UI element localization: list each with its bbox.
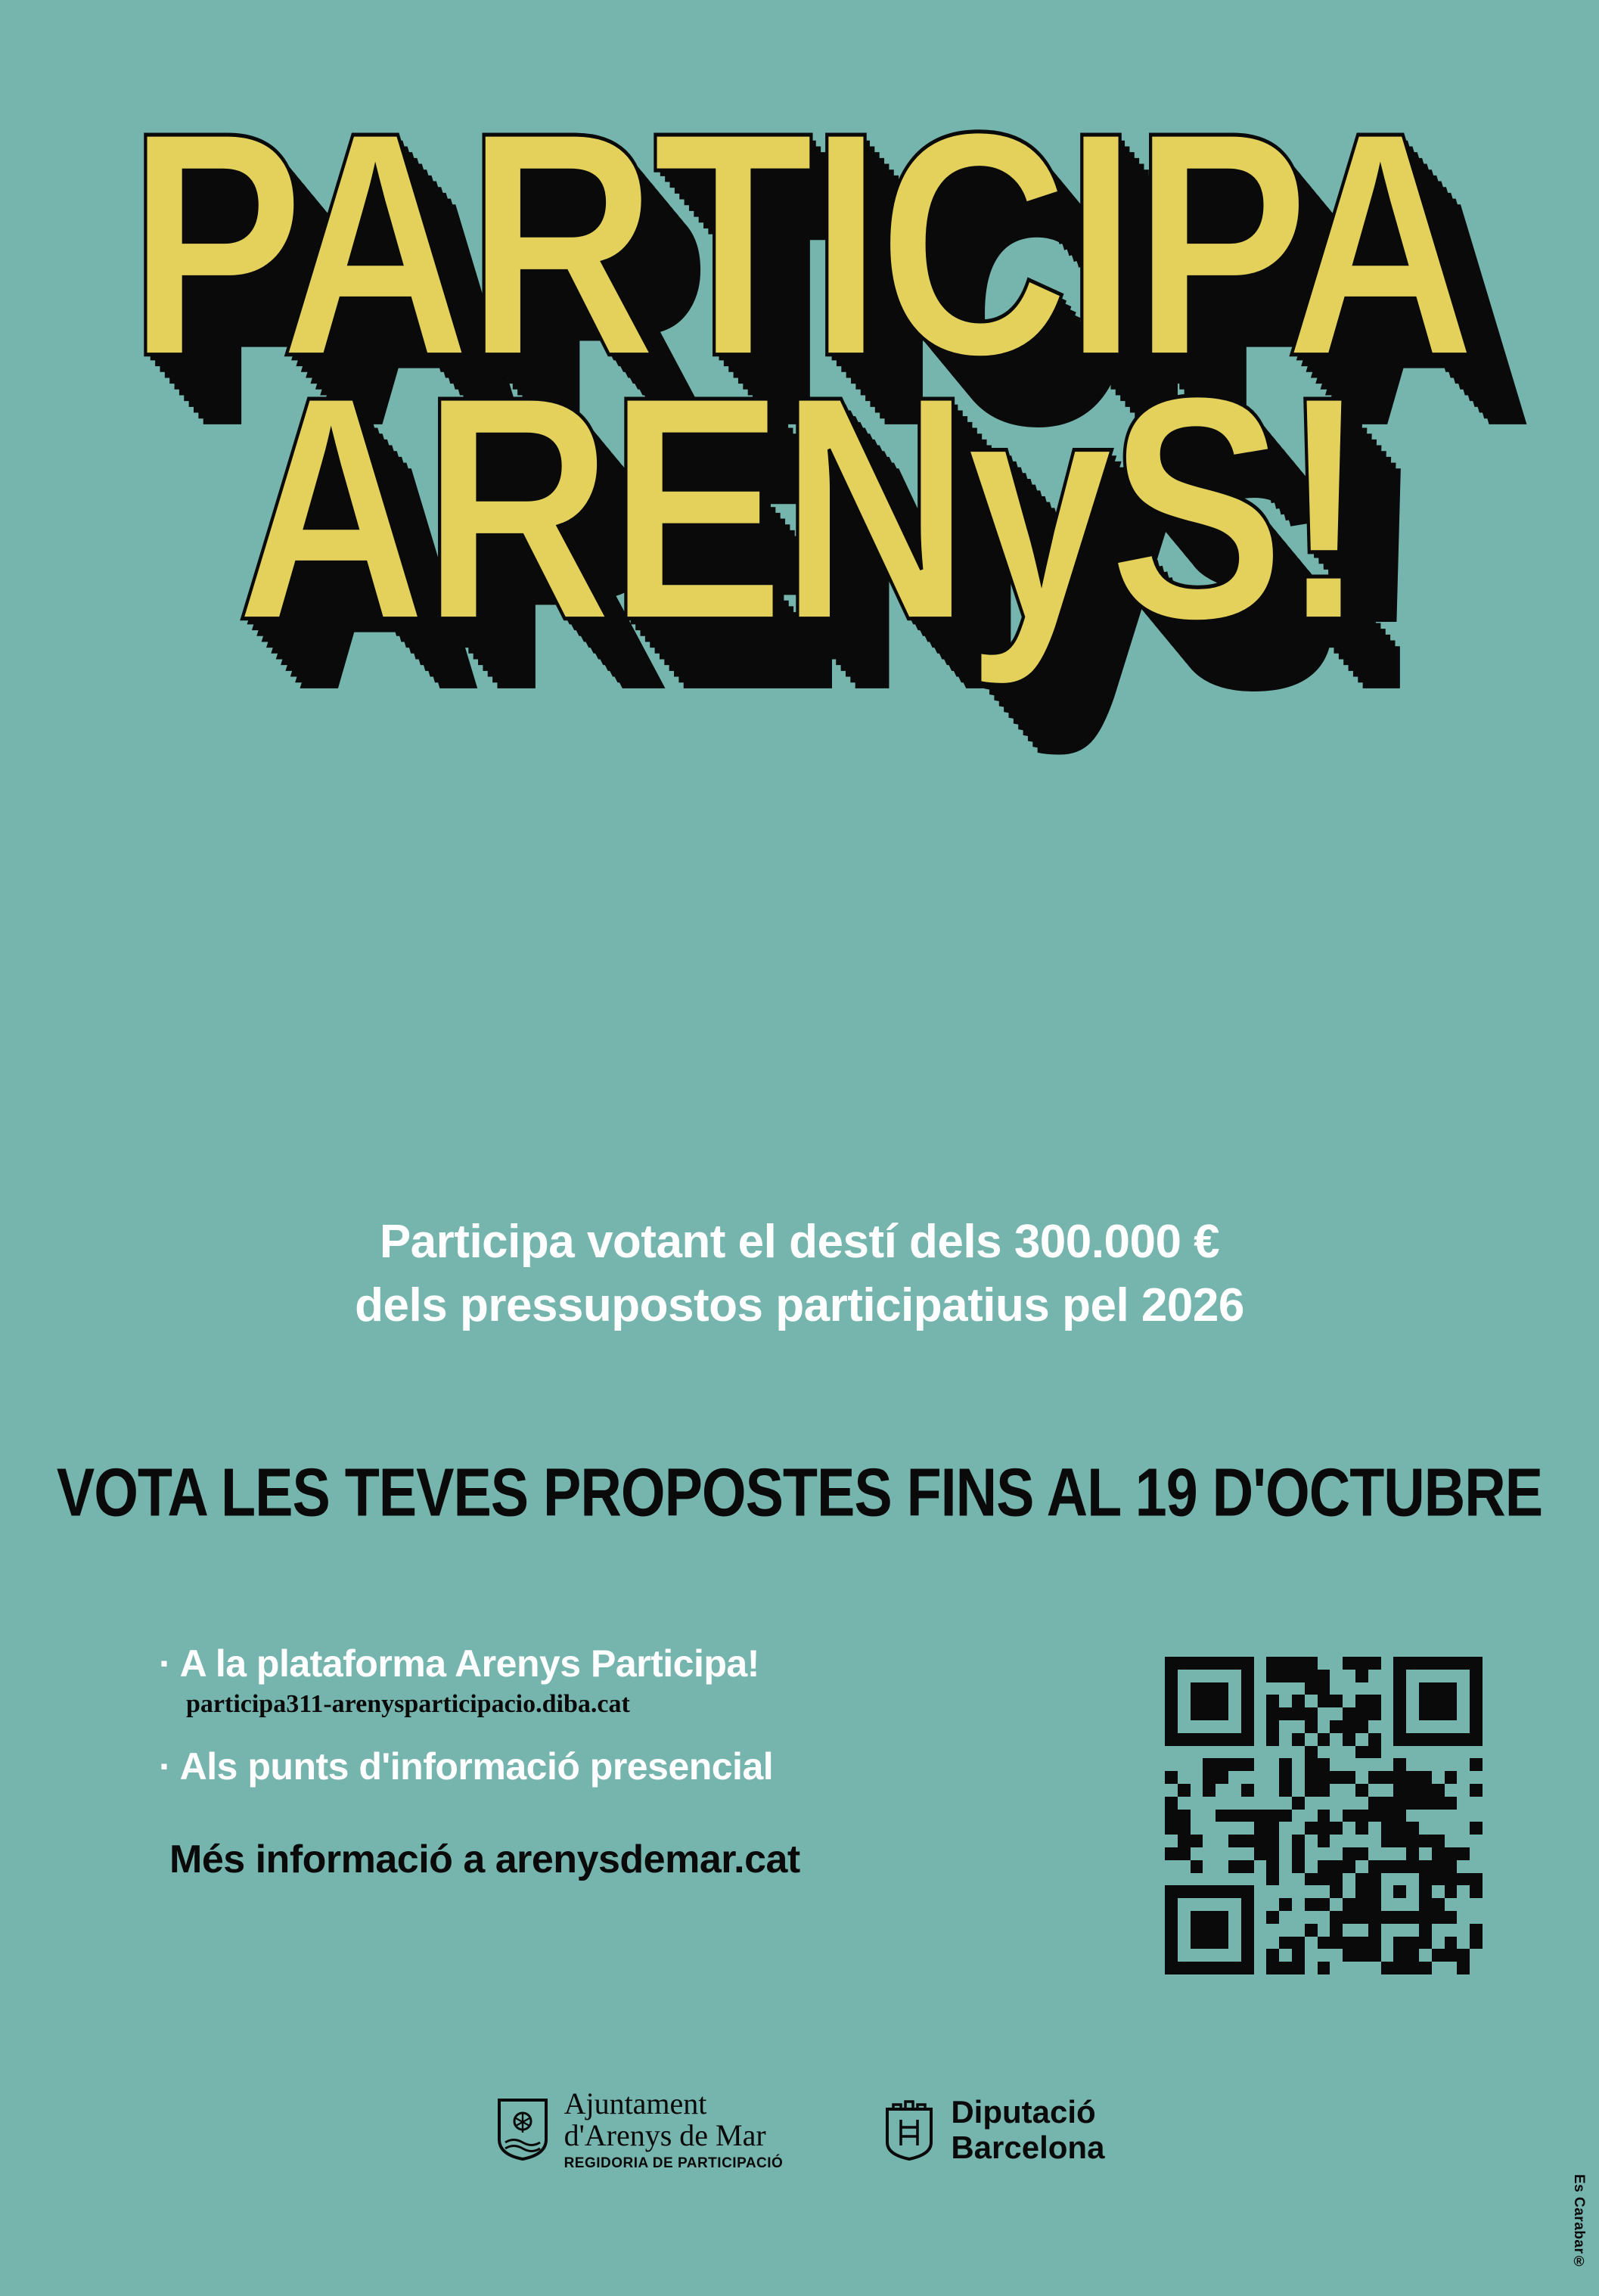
logo-diputacio-text: [951, 2094, 1104, 2165]
info-bullet-platform: · A la plataforma Arenys Participa!: [159, 1642, 759, 1685]
arenys-crest-icon: [495, 2097, 551, 2162]
deadline-banner: VOTA LES TEVES PROPOSTES FINS AL 19 D'OCTUBRE: [56, 1453, 1543, 1531]
designer-credit: Es Carabar®: [1571, 2174, 1587, 2270]
headline-line-1: PARTICIPA: [128, 65, 1471, 423]
logo-diputacio-barcelona: [881, 2094, 1104, 2165]
headline-line-2-part2: y: [966, 328, 1109, 686]
footer-logos: [0, 2088, 1599, 2171]
headline-line-2: [0, 328, 1599, 686]
diputacio-crest-icon: [881, 2097, 937, 2162]
subtitle-line-1: Participa votant el destí dels 300.000 €: [379, 1216, 1220, 1268]
logo-ajuntament-text: [564, 2088, 784, 2171]
info-bullet-presencial: · Als punts d'informació presencial: [159, 1745, 774, 1788]
logo-diputacio-line-2: Barcelona: [951, 2129, 1105, 2165]
poster-subtitle: [0, 1210, 1599, 1337]
logo-ajuntament-arenys-de-mar: [495, 2088, 784, 2171]
qr-code-icon[interactable]: [1165, 1657, 1483, 1974]
logo-ajuntament-line-3: REGIDORIA DE PARTICIPACIÓ: [564, 2155, 784, 2171]
logo-diputacio-line-1: Diputació: [951, 2093, 1096, 2130]
info-platform-url[interactable]: participa311-arenysparticipacio.diba.cat: [186, 1690, 630, 1718]
poster-headline: [0, 65, 1599, 686]
logo-ajuntament-line-1: Ajuntament: [564, 2086, 707, 2120]
subtitle-line-2: dels pressupostos participatius pel 2026: [355, 1278, 1244, 1331]
logo-ajuntament-line-2: d'Arenys de Mar: [564, 2118, 766, 2152]
info-more-information: Més informació a arenysdemar.cat: [169, 1838, 800, 1881]
headline-line-2-part1: AREN: [235, 328, 967, 686]
info-block: [159, 1642, 1089, 1882]
headline-line-2-part3: S!: [1108, 328, 1364, 686]
